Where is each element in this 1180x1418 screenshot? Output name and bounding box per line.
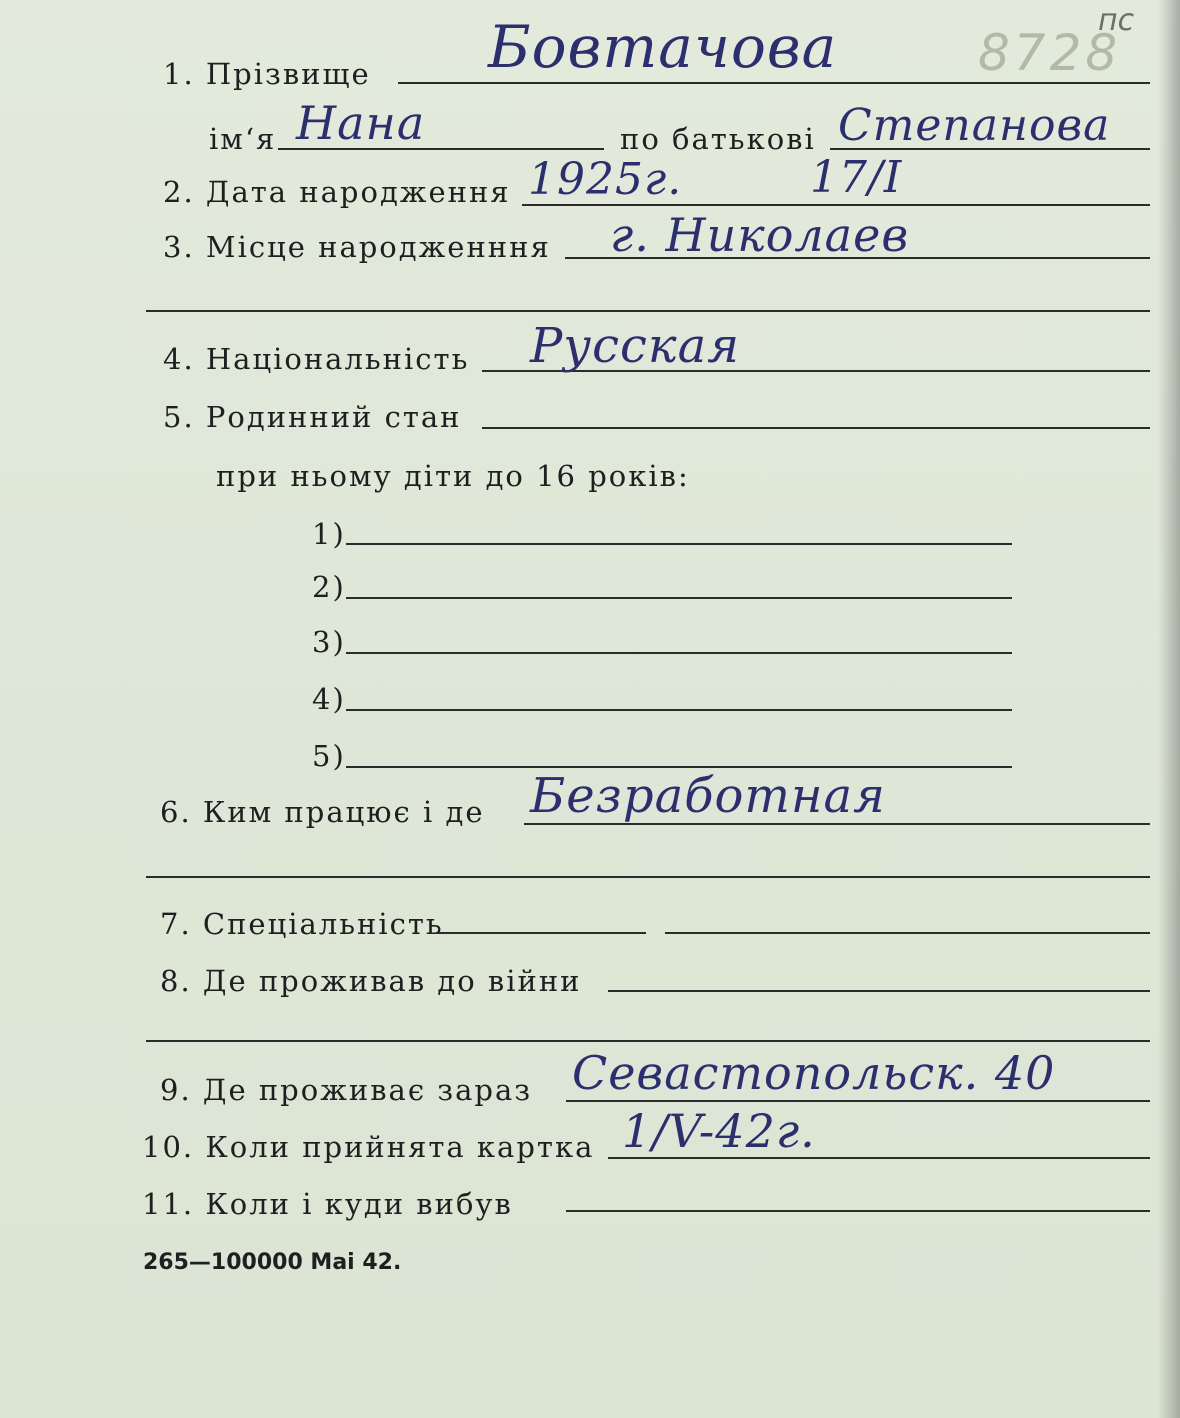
surname-line bbox=[398, 82, 1150, 84]
current-address-value: Севастопольск. 40 bbox=[572, 1046, 1056, 1100]
field-name-label: ім‘я bbox=[209, 122, 277, 156]
name-value: Нана bbox=[296, 96, 426, 150]
field-marital-label: 5. Родинний стан bbox=[163, 400, 462, 434]
nationality-value: Русская bbox=[530, 318, 740, 374]
field-speciality-label: 7. Спеціальність bbox=[160, 907, 444, 941]
child-3-label: 3) bbox=[312, 625, 346, 659]
child-1-line bbox=[346, 543, 1012, 545]
current-address-line bbox=[566, 1100, 1150, 1102]
child-1-label: 1) bbox=[312, 517, 346, 551]
child-5-label: 5) bbox=[312, 739, 346, 773]
print-code: 265—100000 Mai 42. bbox=[143, 1250, 402, 1275]
children-label: при ньому діти до 16 років: bbox=[216, 459, 690, 493]
child-2-label: 2) bbox=[312, 570, 346, 604]
child-3-line bbox=[346, 652, 1012, 654]
field-birthplace-label: 3. Місце народженння bbox=[163, 230, 551, 264]
card-date-value: 1/V-42г. bbox=[622, 1104, 816, 1158]
field-current-address-label: 9. Де проживає зараз bbox=[160, 1073, 533, 1107]
card-number: 8728 bbox=[978, 24, 1122, 82]
prewar-address-line-2 bbox=[146, 1040, 1150, 1042]
child-4-line bbox=[346, 709, 1012, 711]
speciality-line bbox=[436, 932, 646, 934]
field-departure-label: 11. Коли і куди вибув bbox=[142, 1187, 513, 1221]
field-occupation-label: 6. Ким працює і де bbox=[160, 795, 485, 829]
occupation-line-2 bbox=[146, 876, 1150, 878]
field-card-date-label: 10. Коли прийнята картка bbox=[142, 1130, 595, 1164]
patronymic-value: Степанова bbox=[838, 100, 1111, 151]
field-surname-label: 1. Прізвище bbox=[163, 57, 371, 91]
occupation-value: Безработная bbox=[530, 768, 886, 824]
field-nationality-label: 4. Національність bbox=[163, 342, 470, 376]
prewar-address-line bbox=[608, 990, 1150, 992]
child-4-label: 4) bbox=[312, 682, 346, 716]
field-patronymic-label: по батькові bbox=[620, 122, 816, 156]
marital-line bbox=[482, 427, 1150, 429]
field-prewar-address-label: 8. Де проживав до війни bbox=[160, 964, 582, 998]
child-2-line bbox=[346, 597, 1012, 599]
departure-line bbox=[566, 1210, 1150, 1212]
speciality-line-right bbox=[665, 932, 1150, 934]
field-birthdate-label: 2. Дата народження bbox=[163, 175, 511, 209]
surname-value: Бовтачова bbox=[488, 13, 838, 81]
birthplace-value: г. Николаев bbox=[610, 208, 910, 262]
card-mark: пс bbox=[1098, 3, 1135, 38]
birth-year-value: 1925г. bbox=[528, 154, 683, 205]
birth-day-value: 17/I bbox=[810, 152, 903, 203]
birthplace-line-2 bbox=[146, 310, 1150, 312]
